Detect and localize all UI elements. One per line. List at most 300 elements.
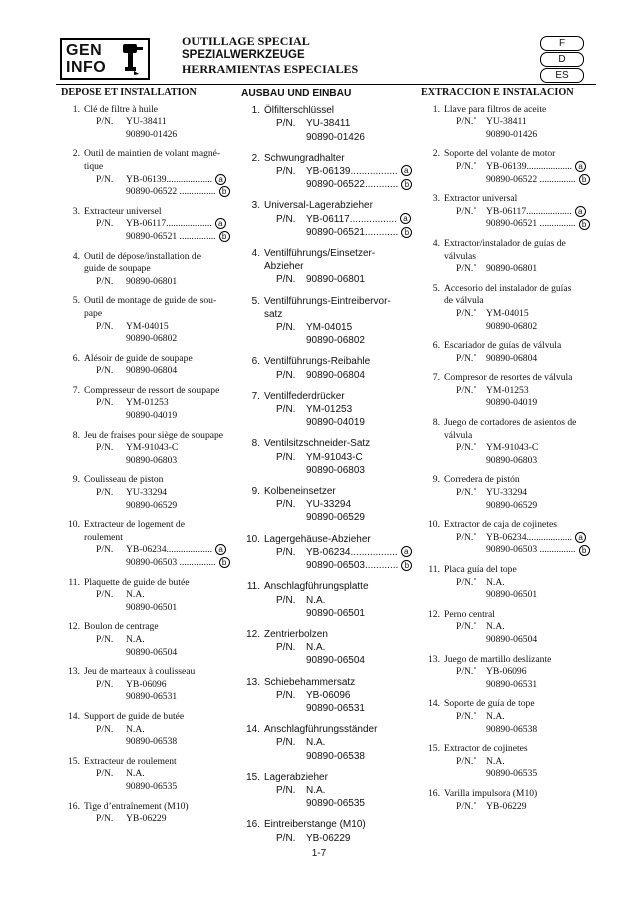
item-body [444,193,598,231]
column-heading: AUSBAU UND EINBAU [241,88,352,99]
item-description: válvula [444,429,473,441]
part-number-row [84,174,238,187]
alt-part-number-row [444,634,598,647]
tool-item [238,533,410,573]
item-description: Tige d’entraînement (M10) [84,800,189,812]
part-number-row [264,546,412,559]
alt-part-number-row [444,768,598,781]
item-description: Jeu de fraises pour siège de soupape [84,429,224,441]
item-number: 3. [432,193,440,205]
item-description: Compresseur de ressort de soupape [84,384,220,396]
part-number-label: P/N. [276,404,296,416]
part-number-row [264,321,410,334]
item-description: Llave para filtros de aceite [444,103,547,115]
alt-part-number: 90890-06522 ............... [486,173,576,185]
item-description: Abzieher [264,261,304,273]
tool-item [238,355,410,381]
part-number-row [84,442,238,455]
callout-mark: b [219,186,230,197]
part-number: YB-06117................... [126,218,212,230]
callout-mark: b [401,227,412,238]
part-number: YB-06229 [486,800,527,812]
item-body [264,199,412,239]
alt-part-number: 90890-06504 [486,633,538,645]
item-description: Outil de maintien de volant magné- [84,148,221,160]
item-body [444,372,598,410]
item-body [84,430,238,468]
callout-mark: a [401,546,412,557]
part-number-label: P/N.˚ [456,442,477,454]
part-number-row [264,369,410,382]
part-number-label: P/N. [96,544,114,556]
item-number: 10. [246,533,260,545]
item-body [84,711,238,749]
part-number-row [84,544,238,557]
gen-info-badge [60,38,150,80]
alt-part-number-row [444,218,598,231]
item-number: 14. [68,710,80,722]
tool-item [418,238,598,276]
item-number: 13. [246,676,260,688]
part-number-row [264,832,410,845]
tool-item [418,519,598,557]
callout-mark: a [575,206,586,217]
lang-tab-f: F [540,36,584,51]
alt-part-number-row [84,333,238,346]
part-number-row [444,161,598,174]
item-body [264,152,412,192]
part-number-row [264,165,412,178]
item-body [84,206,238,244]
item-description: Soporte del volante de motor [444,148,556,160]
tool-list [238,104,410,845]
alt-part-number: 90890-06538 [126,736,178,748]
item-body [444,283,598,333]
part-number-row [264,498,410,511]
tool-item [58,385,238,423]
alt-part-number: 90890-06535 [486,768,538,780]
item-description: Kolbeneinsetzer [264,486,336,498]
alt-part-number: 90890-06535 [126,780,178,792]
part-number-row [84,679,238,692]
part-number-label: P/N. [96,589,114,601]
part-number: N.A. [306,784,326,796]
alt-part-number-row [444,500,598,513]
item-body [444,148,598,186]
item-description: satz [264,308,283,320]
item-number: 7. [72,384,80,396]
title-de: SPEZIALWERKZEUGE [182,49,305,61]
callout-mark: a [215,544,226,555]
item-number: 6. [72,352,80,364]
part-number: N.A. [486,710,505,722]
part-number-label: P/N.˚ [456,666,477,678]
item-description: Ventilführungs-Eintreibervor- [264,295,391,307]
item-description: Coulisseau de piston [84,474,164,486]
column-french [58,87,238,833]
alt-part-number: 90890-06803 [306,464,365,476]
part-number-row [444,206,598,219]
item-body [444,340,598,365]
part-number: YM-91043-C [306,451,363,463]
alt-part-number: 90890-06521 ............... [486,218,576,230]
part-number: YB-06117................. [306,213,397,225]
part-number-label: P/N.˚ [456,487,477,499]
callout-mark: a [215,218,226,229]
lang-tab-d: D [540,52,584,67]
part-number: N.A. [306,642,326,654]
part-number-label: P/N. [276,451,296,463]
alt-part-number-row [264,797,410,810]
part-number-label: P/N.˚ [456,263,477,275]
part-number-label: P/N. [96,723,114,735]
item-number: 12. [68,621,80,633]
part-number-label: P/N. [276,832,296,844]
callout-mark: a [215,174,226,185]
item-number: 5. [432,282,440,294]
item-description: Extracteur de logement de [84,519,185,531]
part-number-row [84,589,238,602]
alt-part-number: 90890-01426 [486,128,538,140]
column-german [238,87,410,853]
item-description: Compresor de resortes de válvula [444,372,573,384]
item-body [84,104,238,142]
item-number: 13. [68,666,80,678]
part-number: YB-06139................... [126,173,213,185]
alt-part-number-row [84,500,238,513]
part-number: N.A. [126,633,145,645]
tool-item [58,711,238,749]
part-number-label: P/N.˚ [456,116,477,128]
part-number-row [84,768,238,781]
alt-part-number: 90890-04019 [126,410,178,422]
item-body [444,417,598,467]
callout-mark: b [579,545,590,556]
item-description: Ölfilterschlüssel [264,105,335,117]
tool-item [238,295,410,348]
item-description: Outil de montage de guide de sou- [84,295,217,307]
part-number-label: P/N. [96,442,114,454]
alt-part-number: 90890-06504 [126,646,178,658]
alt-part-number-row [444,589,598,602]
item-description: Ventilführungs-Reibahle [264,356,371,368]
title-fr: OUTILLAGE SPECIAL [182,34,310,48]
item-description: Extractor de caja de cojinetes [444,519,557,531]
tool-item [58,621,238,659]
tool-item [58,353,238,378]
item-description: Escariador de guías de válvula [444,340,562,352]
callout-mark: a [575,161,586,172]
tool-item [58,577,238,615]
part-number-label: P/N. [96,678,114,690]
alt-part-number: 90890-04019 [306,417,365,429]
part-number: YB-06117................... [486,205,572,217]
tool-item [58,295,238,345]
item-body [264,580,410,620]
tool-item [418,340,598,365]
item-body [264,390,410,430]
badge-line2: INFO [66,59,107,76]
item-description: de válvula [444,295,484,307]
tool-item [58,519,238,569]
part-number: N.A. [486,621,505,633]
alt-part-number-row [264,654,410,667]
part-number-label: P/N.˚ [456,576,477,588]
alt-part-number: 90890-06803 [126,454,178,466]
part-number-row [444,666,598,679]
part-number: YU-38411 [306,118,351,130]
part-number: YB-06229 [126,813,167,825]
item-number: 7. [251,390,260,402]
alt-part-number: 90890-01426 [306,131,365,143]
item-body [444,698,598,736]
part-number-row [444,442,598,455]
alt-part-number-row [444,544,598,557]
part-number-label: P/N. [276,369,296,381]
tool-item [418,417,598,467]
part-number-label: P/N. [96,397,114,409]
item-description: Zentrierbolzen [264,628,328,640]
item-body [444,788,598,813]
header-titles [182,34,358,76]
item-number: 1. [432,103,440,115]
item-number: 9. [72,474,80,486]
tool-item [418,654,598,692]
alt-part-number-row [84,736,238,749]
tool-item [238,771,410,811]
part-number-row [84,116,238,129]
tool-item [238,580,410,620]
alt-part-number-row [264,416,410,429]
item-description: Boulon de centrage [84,621,159,633]
item-description: Universal-Lagerabzieher [264,200,373,212]
part-number-row [444,801,598,814]
item-number: 2. [72,148,80,160]
item-description: Extractor/instalador de guías de [444,237,566,249]
part-number: N.A. [306,737,326,749]
part-number-row [264,594,410,607]
tool-item [58,474,238,512]
alt-part-number: 90890-06531 [306,702,365,714]
callout-mark: b [579,174,590,185]
title-es: HERRAMIENTAS ESPECIALES [182,62,359,76]
alt-part-number-row [264,750,410,763]
part-number-row [84,321,238,334]
item-body [84,756,238,794]
part-number-row [84,397,238,410]
badge-text [62,40,114,78]
part-number: YB-06229 [306,832,351,844]
tool-item [418,193,598,231]
item-body [264,628,410,668]
part-number: YB-06234................... [126,544,213,556]
item-body [264,485,410,525]
tool-item [418,104,598,142]
item-body [84,621,238,659]
item-description: tique [84,160,104,172]
callout-mark: b [579,219,590,230]
part-number-label: P/N. [276,274,296,286]
callout-mark: a [400,213,411,224]
item-description: Outil de dépose/installation de [84,250,201,262]
part-number-label: P/N. [276,737,296,749]
alt-part-number-row [264,702,410,715]
tool-item [418,283,598,333]
item-description: Varilla impulsora (M10) [444,787,538,799]
tool-item [418,564,598,602]
part-number-label: P/N. [276,499,296,511]
item-body [264,818,410,844]
part-number-label: P/N. [276,213,296,225]
alt-part-number: 90890-06802 [126,333,178,345]
part-number-row [444,577,598,590]
alt-part-number: 90890-06529 [486,499,538,511]
page-number: 1-7 [311,848,327,859]
item-description: Ventilführungs/Einsetzer- [264,248,376,260]
alt-part-number-row [444,397,598,410]
item-number: 3. [72,205,80,217]
item-description: Schwungradhalter [264,152,345,164]
item-number: 2. [432,148,440,160]
part-number: YM-04015 [486,307,529,319]
tool-list [418,104,598,814]
tool-item [58,251,238,289]
alt-part-number-row [444,455,598,468]
item-number: 8. [251,438,260,450]
part-number-label: P/N. [96,768,114,780]
item-description: Lagergehäuse-Abzieher [264,533,371,545]
part-number: YB-06096 [306,689,351,701]
part-number-row [264,451,410,464]
item-body [444,609,598,647]
tool-item [238,104,410,144]
item-number: 15. [246,771,260,783]
part-number: N.A. [126,723,145,735]
part-number: 90890-06804 [306,369,365,381]
alt-part-number: 90890-06529 [306,512,365,524]
item-body [84,353,238,378]
item-number: 9. [432,474,440,486]
part-number: YU-38411 [126,116,167,128]
part-number-row [444,756,598,769]
part-number-row [264,689,410,702]
alt-part-number: 90890-06802 [306,335,365,347]
item-body [264,247,410,287]
alt-part-number: 90890-06803 [486,454,538,466]
alt-part-number: 90890-06521............ [306,226,399,238]
item-body [84,295,238,345]
alt-part-number: 90890-01426 [126,128,178,140]
part-number-label: P/N.˚ [456,352,477,364]
alt-part-number-row [444,321,598,334]
alt-part-number: 90890-06538 [486,723,538,735]
part-number: 90890-06804 [126,365,178,377]
alt-part-number-row [84,602,238,615]
item-body [264,437,410,477]
item-description: Extractor universal [444,193,518,205]
part-number: 90890-06801 [306,274,365,286]
item-number: 1. [72,103,80,115]
part-number-label: P/N. [96,116,114,128]
part-number-label: P/N. [96,218,114,230]
alt-part-number-row [84,410,238,423]
part-number-label: P/N. [96,813,114,825]
item-description: Extractor de cojinetes [444,743,528,755]
part-number: YB-06234................... [486,531,573,543]
part-number: YM-04015 [306,322,353,334]
item-number: 12. [428,608,440,620]
item-number: 11. [68,576,80,588]
item-number: 16. [246,819,260,831]
callout-mark: a [575,532,586,543]
part-number-label: P/N.˚ [456,800,477,812]
item-number: 11. [428,564,440,575]
part-number-row [444,487,598,500]
part-number-label: P/N. [276,166,296,178]
alt-part-number: 90890-06538 [306,750,365,762]
item-body [264,723,410,763]
alt-part-number: 90890-06501 [486,589,538,601]
item-description: válvulas [444,250,476,262]
part-number: N.A. [126,589,145,601]
item-body [84,148,238,198]
item-number: 2. [251,152,260,164]
part-number: 90890-06801 [126,275,178,287]
part-number: N.A. [486,755,505,767]
item-body [264,676,410,716]
alt-part-number-row [264,226,412,239]
part-number-row [444,621,598,634]
column-heading: DEPOSE ET INSTALLATION [61,87,197,98]
item-description: Clé de filtre à huile [84,103,159,115]
item-number: 16. [428,787,440,799]
callout-mark: a [401,165,412,176]
callout-mark: b [219,557,230,568]
part-number-label: P/N.˚ [456,710,477,722]
tool-item [418,372,598,410]
part-number-label: P/N. [276,118,296,130]
part-number-label: P/N. [96,173,114,185]
alt-part-number-row [84,455,238,468]
column-heading: EXTRACCION E INSTALACION [421,87,574,98]
item-number: 14. [246,724,260,736]
item-body [264,355,410,381]
item-body [264,104,410,144]
item-number: 4. [251,248,260,260]
tool-item [238,485,410,525]
item-description: roulement [84,531,123,543]
alt-part-number-row [264,178,412,191]
tool-item [238,247,410,287]
item-number: 11. [246,581,260,593]
tool-item [58,666,238,704]
item-body [84,251,238,289]
part-number-row [444,532,598,545]
part-number-row [444,385,598,398]
part-number-row [264,736,410,749]
item-description: Placa guía del tope [444,564,517,575]
alt-part-number-row [84,231,238,244]
item-body [444,654,598,692]
part-number-row [84,487,238,500]
part-number-row [444,116,598,129]
alt-part-number-row [444,129,598,142]
tool-item [58,104,238,142]
tool-item [238,199,410,239]
part-number-row [444,263,598,276]
badge-line1: GEN [66,42,103,59]
tool-item [418,474,598,512]
